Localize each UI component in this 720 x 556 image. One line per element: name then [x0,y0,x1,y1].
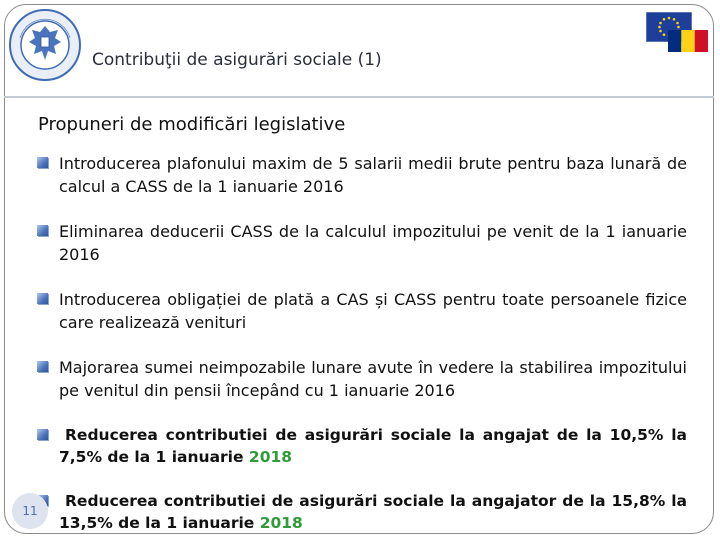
list-item [37,424,687,468]
page-number: 11 [12,493,48,529]
square-bullet-icon [37,429,48,440]
square-bullet-icon [37,157,48,168]
bullet-text: Introducerea obligației de plată a CAS și CASS pentru toate persoanele fizice care realizează venituri [59,290,687,332]
romania-flag-icon [668,30,708,52]
bullet-text [59,426,687,466]
bullet-year: 2018 [259,514,303,532]
bullet-text: Eliminarea deducerii CASS de la calculul impozitului pe venit de la 1 ianuarie 2016 [59,222,687,264]
list-item [37,288,687,334]
bullet-year: 2018 [248,448,293,466]
list-item [37,220,687,266]
bullet-text-main: Reducerea contributiei de asigurări sociale la angajat de la 10,5% la 7,5% de la 1 ianuarie [59,426,687,466]
list-item [37,152,687,198]
slide-title: Contribuţii de asigurări sociale (1) [92,50,382,70]
square-bullet-icon [37,225,48,236]
list-item [37,490,687,534]
ministry-seal-logo [8,8,82,82]
square-bullet-icon [37,293,48,304]
bullet-text-main: Reducerea contributiei de asigurări sociale la angajator de la 15,8% la 13,5% de la 1 ianuarie [59,492,687,532]
bullet-list [37,152,687,556]
list-item [37,356,687,402]
section-title: Propuneri de modificări legislative [38,114,346,135]
bullet-text: Introducerea plafonului maxim de 5 salarii medii brute pentru baza lunară de calcul a CASS de la 1 ianuarie 2016 [59,154,687,196]
square-bullet-icon [37,361,48,372]
bullet-text: Majorarea sumei neimpozabile lunare avute în vedere la stabilirea impozitului pe venitul din pensii începând cu 1 ianuarie 2016 [59,358,687,400]
header-divider [4,96,714,98]
bullet-text [59,492,687,532]
